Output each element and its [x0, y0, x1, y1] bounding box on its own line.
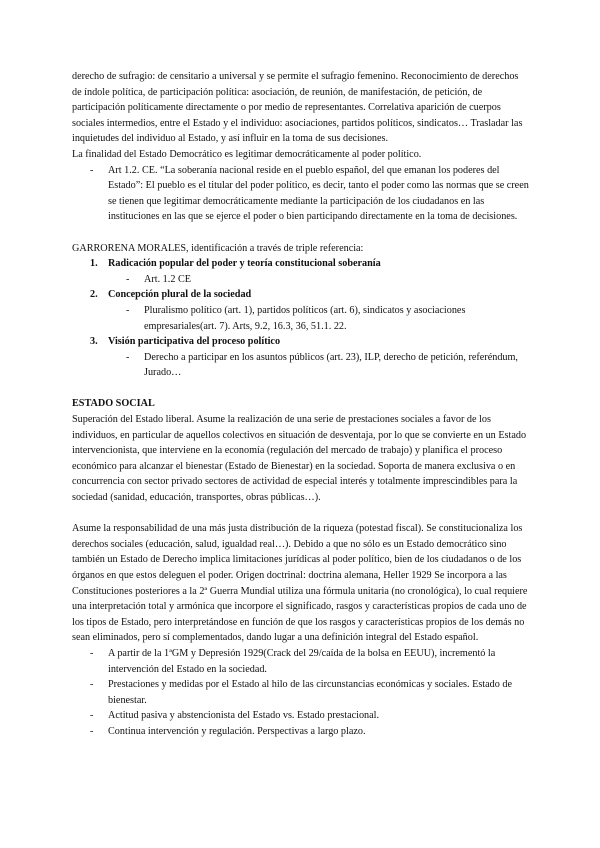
list-item: [72, 646, 530, 677]
estado-social-paragraph-2: Asume la responsabilidad de una más justa distribución de la riqueza (potestad fiscal). Se constitucionaliza los derechos sociales (educación, salud, igualdad real…). Debido a que no sólo es un Estado democrático sino también un Estado de Derecho implica limitaciones jurídicas al poder político, bien de los ciudadanos o de los órganos en que estos deleguen el poder. Origen doctrinal: doctrina alemana, Heller 1929 Se incorpora a las Constituciones posteriores a la 2ª Guerra Mundial utiliza una fórmula unitaria (no cronológica), lo cual requiere una interpretación total y armónica que incorpore el significado, rasgos y características propios de cada uno de los tipos de Estado, pero interpretándose en función de que los rasgos y características propios de los demás no sean eliminados, pero sí complementados, dando lugar a una definición integral del Estado español.: [72, 523, 528, 644]
document-body: [72, 69, 530, 740]
intro-bullet-list: [72, 163, 530, 225]
dash-marker: -: [90, 679, 94, 691]
sub-list: [72, 350, 530, 381]
sub-item: [72, 272, 530, 288]
list-item-text: Prestaciones y medidas por el Estado al hilo de las circunstancias económicas y sociales. Estado de bienestar.: [108, 679, 512, 706]
dash-marker: -: [126, 304, 130, 316]
sub-item-text: Pluralismo político (art. 1), partidos políticos (art. 6), sindicatos y asociaciones empresariales(art. 7). Arts, 9.2, 16.3, 36, 51.1. 22.: [144, 304, 466, 332]
sub-item-text: Art. 1.2 CE: [144, 273, 191, 285]
item-number: 3.: [90, 336, 98, 348]
dash-marker: -: [90, 725, 94, 737]
dash-marker: -: [126, 273, 130, 285]
list-item: [72, 677, 530, 708]
section-heading: ESTADO SOCIAL: [72, 398, 155, 410]
sub-item-text: Derecho a participar en los asuntos públicos (art. 23), ILP, derecho de petición, referéndum, Jurado…: [144, 351, 518, 379]
garrorena-numbered-list: [72, 256, 530, 381]
item-number: 2.: [90, 289, 98, 301]
intro-paragraph: derecho de sufragio: de censitario a universal y se permite el sufragio femenino. Reconocimiento de derechos de índole política, de participación política: asociación, de reunión, de manifestación, de petición, de participación políticamente directamente o por medio de representantes. Correlativa aparición de cuerpos sociales intermedios, entre el Estado y el individuo: asociaciones, partidos políticos, sindicatos… Trasladar las inquietudes del individuo al Estado, y así influir en la toma de sus decisiones.: [72, 71, 523, 145]
list-item: [72, 724, 530, 740]
sub-item: [72, 350, 530, 381]
sub-list: [72, 303, 530, 334]
dash-marker: -: [90, 710, 94, 722]
list-item-text: Art 1.2. CE. “La soberanía nacional reside en el pueblo español, del que emanan los poderes del Estado”: El pueblo es el titular del poder político, es decir, tanto el poder como las normas que se creen se tienen que legitimar democráticamente mediante la participación de los ciudadanos en las instituciones en las que se ejerce el poder o bien participando directamente en la toma de decisiones.: [108, 164, 529, 223]
sub-list: [72, 272, 530, 288]
item-heading: Visión participativa del proceso político: [108, 336, 281, 348]
item-heading: Concepción plural de la sociedad: [108, 289, 252, 301]
numbered-item: [72, 334, 530, 381]
list-item-text: Continua intervención y regulación. Perspectivas a largo plazo.: [108, 725, 366, 737]
dash-marker: -: [90, 647, 94, 659]
list-item: [72, 708, 530, 724]
finalidad-paragraph: La finalidad del Estado Democrático es legitimar democráticamente al poder político.: [72, 148, 422, 160]
garrorena-intro: GARRORENA MORALES, identificación a través de triple referencia:: [72, 242, 364, 254]
list-item-text: Actitud pasiva y abstencionista del Estado vs. Estado prestacional.: [108, 710, 380, 722]
dash-marker: -: [90, 164, 94, 176]
item-number: 1.: [90, 258, 98, 270]
list-item: [72, 163, 530, 225]
list-item-text: A partir de la 1ªGM y Depresión 1929(Crack del 29/caída de la bolsa en EEUU), incrementó la intervención del Estado en la sociedad.: [108, 647, 496, 675]
numbered-item: [72, 287, 530, 334]
item-heading: Radicación popular del poder y teoría constitucional soberanía: [108, 258, 381, 270]
estado-social-bullet-list: [72, 646, 530, 740]
numbered-item: [72, 256, 530, 287]
sub-item: [72, 303, 530, 334]
estado-social-paragraph-1: Superación del Estado liberal. Asume la realización de una serie de prestaciones sociales a favor de los individuos, en particular de aquellos colectivos en situación de desventaja, por lo que se convierte en un Estado intervencionista, que interviene en la economía (regulación del mercado de trabajo) y planifica el proceso económico para alcanzar el bienestar (Estado de Bienestar) en la sociedad. Soporta de manera exclusiva o en concurrencia con sector privado sectores de actividad de especial interés y totalmente imprescindibles para la sociedad (sanidad, educación, transportes, obras públicas…).: [72, 414, 527, 504]
dash-marker: -: [126, 351, 130, 363]
